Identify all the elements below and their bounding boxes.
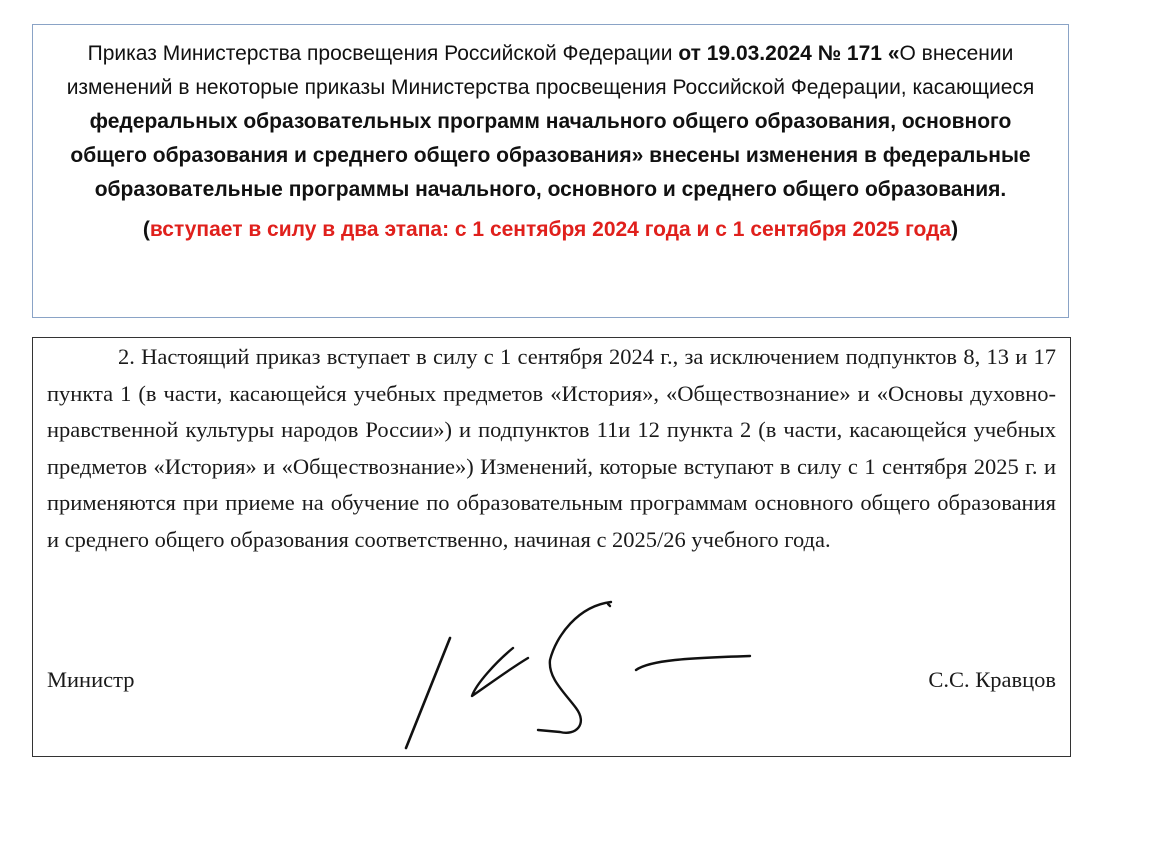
order-title-start: О внесении изменений в некоторые приказы Министерства просвещения Российской Федерации, касающиеся <box>66 42 1035 99</box>
signatory-title: Министр <box>47 667 135 692</box>
signature-row <box>47 662 1056 702</box>
order-date-number: от 19.03.2024 № 171 <box>678 42 882 65</box>
order-paragraph: 2. Настоящий приказ вступает в силу с 1 сентября 2024 г., за исключением подпунктов 8, 13 и 17 пункта 1 (в части, касающейся учебных предметов «История», «Обществознание» и «Основы духовно-нравственной культуры народов России») и подпунктов 11и 12 пункта 2 (в части, касающейся учебных предметов «История» и «Обществознание») Изменений, которые вступают в силу с 1 сентября 2025 г. и применяются при приеме на обучение по образовательным программам основного общего образования и среднего общего образования соответственно, начиная с 2025/26 учебного года. <box>47 344 1056 552</box>
order-title-bold: федеральных образовательных программ начального общего образования, основного общего образования и среднего общего образования» внесены изменения в федеральные образовательные программы начального, основного и среднего общего образования. <box>70 110 1031 201</box>
effective-date-text: вступает в силу в два этапа: с 1 сентября 2024 года и с 1 сентября 2025 года <box>149 218 952 241</box>
summary-intro: Приказ Министерства просвещения Российской Федерации <box>87 42 679 65</box>
quote-mark: « <box>881 42 900 65</box>
note-open-paren: ( <box>142 218 150 241</box>
note-close-paren: ) <box>951 218 959 241</box>
effective-date-note <box>51 213 1050 247</box>
signatory-name: С.С. Кравцов <box>928 667 1056 692</box>
summary-text <box>51 37 1050 207</box>
order-excerpt-box <box>32 337 1071 757</box>
order-summary-box <box>32 24 1069 318</box>
